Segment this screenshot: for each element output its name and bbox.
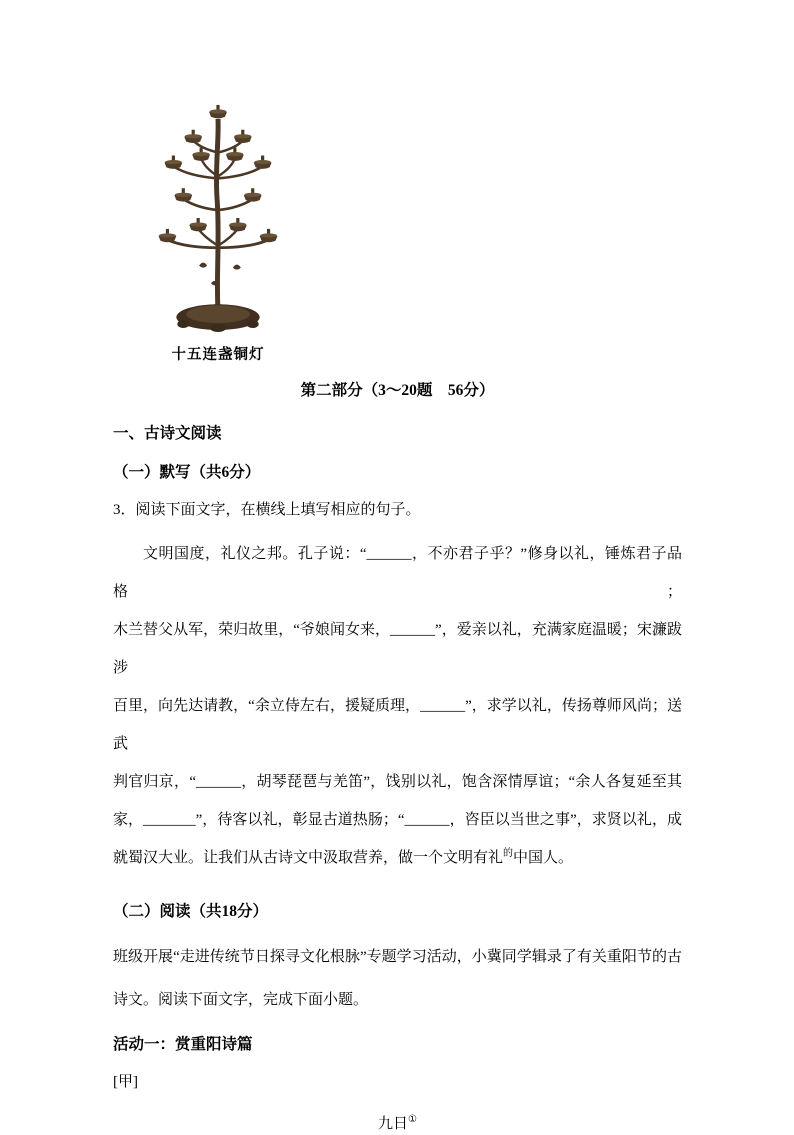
passage-line-6-sup: 的 <box>503 848 514 859</box>
passage-line-2: 木兰替父从军，荣归故里，“爷娘闻女来，______”，爱亲以礼，充满家庭温暖；宋濂跋涉 <box>113 622 682 676</box>
reading-intro-line-2: 诗文。阅读下面文字，完成下面小题。 <box>113 992 369 1008</box>
poem-title <box>113 1114 682 1135</box>
activity1-title: 活动一：赏重阳诗篇 <box>113 1036 253 1053</box>
passage-line-6-pre: 就蜀汉大业。让我们从古诗文中汲取营养，做一个文明有礼 <box>113 850 504 866</box>
passage-line-1: 文明国度，礼仪之邦。孔子说：“______，不亦君子乎？”修身以礼，锤炼君子品格； <box>113 546 682 600</box>
part1-title: 一、古诗文阅读 <box>113 425 222 442</box>
bronze-lamp-image <box>150 97 286 335</box>
section-header: 第二部分（3～20题 56分） <box>300 382 495 399</box>
reading-intro <box>113 936 682 1022</box>
passage-line-4: 判官归京，“______，胡琴琵琶与羌笛”，饯别以礼，饱含深情厚谊；“余人各复延至其 <box>113 774 682 790</box>
sub1-title: （一）默写（共6分） <box>113 464 261 481</box>
figure-caption: 十五连盏铜灯 <box>171 347 265 363</box>
reading-intro-line-1: 班级开展“走进传统节日探寻文化根脉”专题学习活动，小冀同学辑录了有关重阳节的古 <box>113 949 682 965</box>
jia-label: [甲] <box>113 1074 138 1090</box>
passage-line-3: 百里，向先达请教，“余立侍左右，援疑质理，______”，求学以礼，传扬尊师风尚；送武 <box>113 698 682 752</box>
passage-line-6 <box>113 839 682 877</box>
figure-bronze-lamp <box>143 97 293 364</box>
question3-passage <box>113 535 682 877</box>
passage-line-6-post: 中国人。 <box>513 850 574 866</box>
passage-line-5: 家，_______”，待客以礼，彰显古道热肠；“______，咨臣以当世之事”，求贤以礼，成 <box>113 812 682 828</box>
poem-title-text: 九日 <box>378 1116 409 1132</box>
poem-title-note: ① <box>408 1114 417 1125</box>
sub2-title: （二）阅读（共18分） <box>113 903 269 920</box>
question3-intro: 3．阅读下面文字，在横线上填写相应的句子。 <box>113 502 421 518</box>
